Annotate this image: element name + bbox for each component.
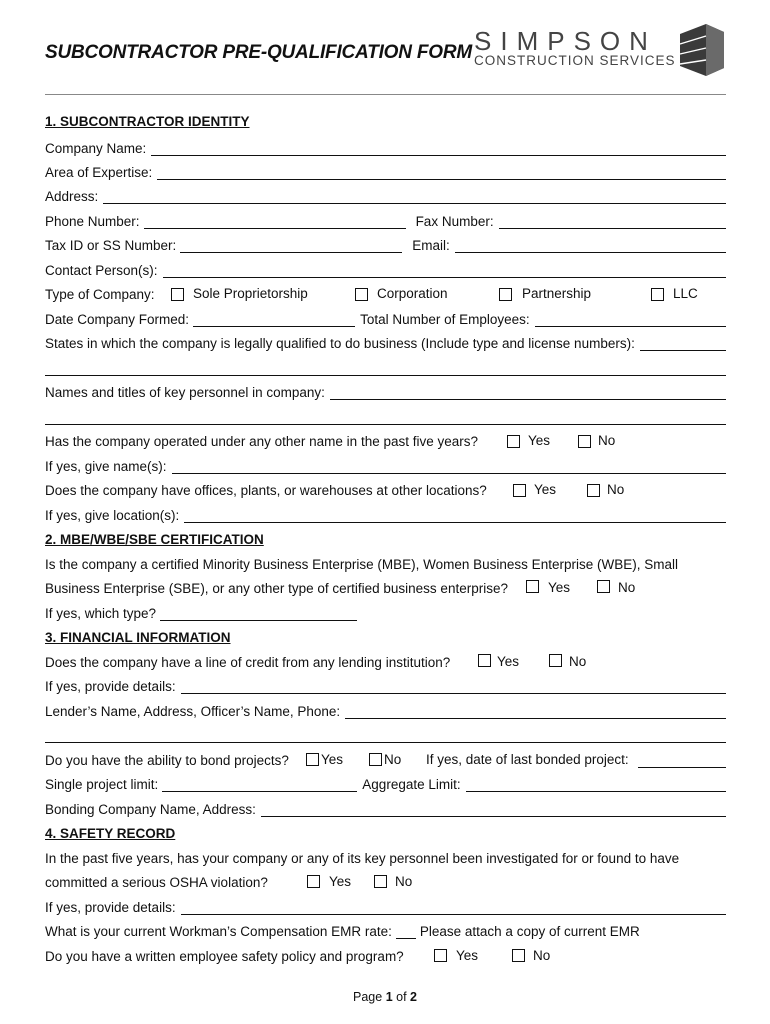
certification-no-checkbox[interactable] (597, 580, 610, 593)
page-number: 1 (385, 990, 393, 1004)
company-name-label: Company Name: (45, 141, 147, 156)
taxid-field[interactable] (180, 239, 402, 253)
states-label: States in which the company is legally qualified to do business (Include type and license numbers): (45, 336, 635, 351)
page-footer (0, 990, 770, 1004)
osha-yes-checkbox[interactable] (307, 875, 320, 888)
phone-label: Phone Number: (45, 214, 140, 229)
emr-rate-field[interactable] (396, 925, 416, 939)
bond-date-field[interactable] (638, 754, 726, 768)
sole-proprietorship-checkbox[interactable] (171, 288, 184, 301)
osha-yes-label: Yes (329, 874, 352, 889)
osha-no-checkbox[interactable] (374, 875, 387, 888)
taxid-label: Tax ID or SS Number: (45, 238, 177, 253)
credit-no-label: No (569, 654, 587, 669)
aggregate-field[interactable] (466, 778, 726, 792)
personnel-field[interactable] (330, 386, 726, 400)
form-title: SUBCONTRACTOR PRE-QUALIFICATION FORM (45, 42, 472, 63)
corporation-checkbox[interactable] (355, 288, 368, 301)
credit-question: Does the company have a line of credit from any lending institution? (45, 655, 451, 670)
logo-cube-icon (676, 22, 728, 78)
section4-heading: 4. SAFETY RECORD (45, 826, 176, 841)
certification-no-label: No (618, 580, 636, 595)
certification-question-line2: Business Enterprise (SBE), or any other type of certified business enterprise? (45, 581, 508, 596)
area-expertise-field[interactable] (157, 166, 726, 180)
bond-no-checkbox[interactable] (369, 753, 382, 766)
logo-subtitle: CONSTRUCTION SERVICES (474, 53, 676, 68)
states-field[interactable] (640, 337, 726, 351)
safety-policy-no-label: No (533, 948, 551, 963)
lender-field[interactable] (345, 705, 726, 719)
bonding-company-label: Bonding Company Name, Address: (45, 802, 256, 817)
date-formed-label: Date Company Formed: (45, 312, 190, 327)
llc-checkbox[interactable] (651, 288, 664, 301)
employees-field[interactable] (535, 313, 726, 327)
emr-question: What is your current Workman’s Compensation EMR rate: (45, 924, 392, 939)
of-word: of (396, 990, 407, 1004)
which-type-field[interactable] (160, 607, 357, 621)
bond-yes-label: Yes (321, 752, 344, 767)
bonding-company-field[interactable] (261, 803, 726, 817)
bond-question: Do you have the ability to bond projects? (45, 753, 289, 768)
phone-field[interactable] (144, 215, 406, 229)
page-word: Page (353, 990, 383, 1004)
certification-question-line1: Is the company a certified Minority Business Enterprise (MBE), Women Business Enterprise (WBE), Small (45, 557, 678, 572)
names-field[interactable] (172, 460, 726, 474)
other-name-yes-checkbox[interactable] (507, 435, 520, 448)
credit-details-label: If yes, provide details: (45, 679, 176, 694)
credit-yes-label: Yes (497, 654, 520, 669)
bond-no-label: No (384, 752, 402, 767)
contact-label: Contact Person(s): (45, 263, 158, 278)
employees-label: Total Number of Employees: (360, 312, 530, 327)
section2-heading: 2. MBE/WBE/SBE CERTIFICATION (45, 532, 264, 547)
credit-no-checkbox[interactable] (549, 654, 562, 667)
sole-proprietorship-label: Sole Proprietorship (193, 286, 308, 301)
offices-no-label: No (607, 482, 625, 497)
osha-question-line2: committed a serious OSHA violation? (45, 875, 268, 890)
company-name-field[interactable] (151, 142, 726, 156)
bond-date-label: If yes, date of last bonded project: (426, 752, 629, 767)
other-name-no-checkbox[interactable] (578, 435, 591, 448)
logo-wordmark: SIMPSON (474, 26, 657, 56)
offices-question: Does the company have offices, plants, or warehouses at other locations? (45, 483, 487, 498)
header-divider (45, 94, 726, 95)
osha-details-field[interactable] (181, 901, 726, 915)
area-expertise-label: Area of Expertise: (45, 165, 153, 180)
single-limit-field[interactable] (162, 778, 357, 792)
single-limit-label: Single project limit: (45, 777, 159, 792)
credit-details-field[interactable] (181, 680, 726, 694)
locations-label: If yes, give location(s): (45, 508, 180, 523)
section3-heading: 3. FINANCIAL INFORMATION (45, 630, 231, 645)
names-label: If yes, give name(s): (45, 459, 167, 474)
date-formed-field[interactable] (193, 313, 355, 327)
llc-label: LLC (673, 286, 698, 301)
aggregate-label: Aggregate Limit: (362, 777, 461, 792)
offices-yes-checkbox[interactable] (513, 484, 526, 497)
locations-field[interactable] (184, 509, 726, 523)
company-type-label: Type of Company: (45, 287, 155, 302)
osha-question-line1: In the past five years, has your company or any of its key personnel been investigated for or found to have (45, 851, 680, 866)
email-field[interactable] (455, 239, 726, 253)
corporation-label: Corporation (377, 286, 448, 301)
offices-no-checkbox[interactable] (587, 484, 600, 497)
lender-field-line2[interactable] (45, 729, 726, 743)
page-total: 2 (410, 990, 417, 1004)
emr-note: Please attach a copy of current EMR (419, 924, 640, 939)
safety-policy-yes-checkbox[interactable] (434, 949, 447, 962)
company-logo (472, 22, 728, 78)
lender-label: Lender’s Name, Address, Officer’s Name, Phone: (45, 704, 341, 719)
certification-yes-label: Yes (548, 580, 571, 595)
safety-policy-yes-label: Yes (456, 948, 479, 963)
which-type-label: If yes, which type? (45, 606, 157, 621)
contact-field[interactable] (163, 264, 726, 278)
other-name-no-label: No (598, 433, 616, 448)
fax-field[interactable] (499, 215, 726, 229)
states-field-line2[interactable] (45, 362, 726, 376)
bond-yes-checkbox[interactable] (306, 753, 319, 766)
partnership-label: Partnership (522, 286, 592, 301)
address-field[interactable] (103, 190, 726, 204)
osha-no-label: No (395, 874, 413, 889)
credit-yes-checkbox[interactable] (478, 654, 491, 667)
osha-details-label: If yes, provide details: (45, 900, 176, 915)
safety-policy-no-checkbox[interactable] (512, 949, 525, 962)
safety-policy-question: Do you have a written employee safety policy and program? (45, 949, 404, 964)
fax-label: Fax Number: (415, 214, 494, 229)
offices-yes-label: Yes (534, 482, 557, 497)
section1-heading: 1. SUBCONTRACTOR IDENTITY (45, 114, 250, 129)
personnel-field-line2[interactable] (45, 411, 726, 425)
address-label: Address: (45, 189, 99, 204)
certification-yes-checkbox[interactable] (526, 580, 539, 593)
personnel-label: Names and titles of key personnel in company: (45, 385, 325, 400)
email-label: Email: (412, 238, 450, 253)
partnership-checkbox[interactable] (499, 288, 512, 301)
other-name-question: Has the company operated under any other name in the past five years? (45, 434, 479, 449)
other-name-yes-label: Yes (528, 433, 551, 448)
